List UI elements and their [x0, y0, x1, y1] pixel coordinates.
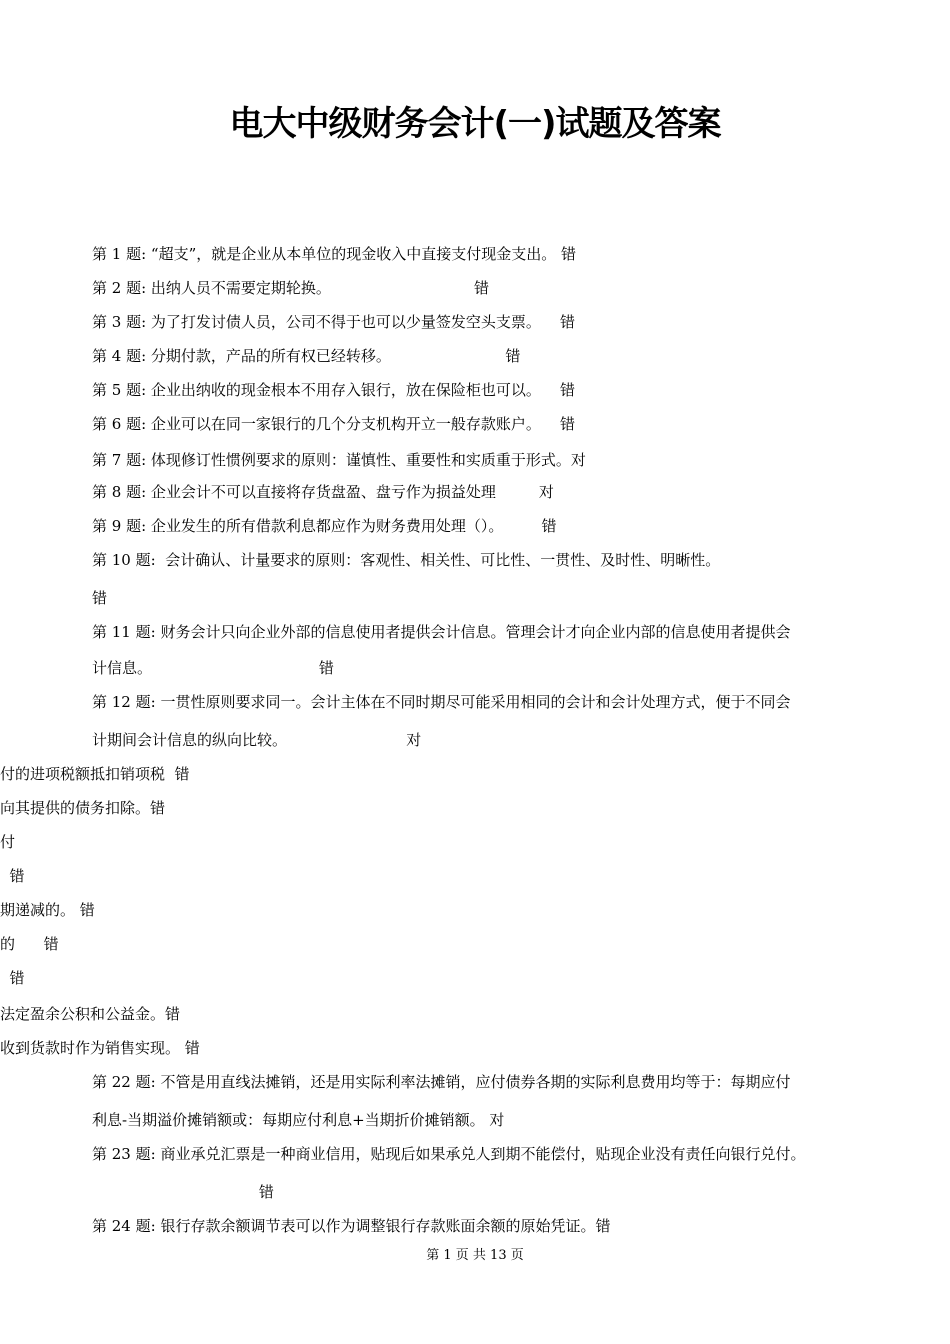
truncated-line: 付的进项税额抵扣销项税 错 — [0, 765, 190, 783]
answer-line: 错 — [92, 589, 108, 607]
question-line: 第 24 题: 银行存款余额调节表可以作为调整银行存款账面余额的原始凭证。错 — [92, 1217, 611, 1235]
truncated-line: 向其提供的债务扣除。错 — [0, 799, 166, 817]
question-line: 第 12 题: 一贯性原则要求同一。会计主体在不同时期尽可能采用相同的会计和会计处理方式，便于不同会 — [92, 693, 791, 711]
truncated-line: 付 — [0, 833, 16, 851]
page-footer: 第 1 页 共 13 页 — [426, 1248, 524, 1263]
question-line: 第 8 题: 企业会计不可以直接将存货盘盈、盘亏作为损益处理 对 — [92, 483, 554, 501]
question-line: 第 1 题: “超支”，就是企业从本单位的现金收入中直接支付现金支出。 错 — [92, 245, 577, 263]
question-line: 第 4 题: 分期付款，产品的所有权已经转移。 错 — [92, 347, 521, 365]
question-line: 第 10 题: 会计确认、计量要求的原则：客观性、相关性、可比性、一贯性、及时性、明晰性。 — [92, 551, 721, 569]
document-title: 电大中级财务会计(一)试题及答案 — [229, 104, 721, 144]
truncated-line: 收到货款时作为销售实现。 错 — [0, 1039, 200, 1057]
question-line: 第 6 题: 企业可以在同一家银行的几个分支机构开立一般存款账户。 错 — [92, 415, 575, 433]
truncated-line: 的 错 — [0, 935, 59, 953]
question-line: 第 9 题: 企业发生的所有借款利息都应作为财务费用处理（）。 错 — [92, 517, 557, 535]
question-line: 第 11 题: 财务会计只向企业外部的信息使用者提供会计信息。管理会计才向企业内部的信息使用者提供会 — [92, 623, 791, 641]
answer-line: 错 — [92, 1183, 274, 1201]
truncated-line: 期递减的。 错 — [0, 901, 95, 919]
question-line: 利息-当期溢价摊销额或：每期应付利息+当期折价摊销额。 对 — [92, 1111, 505, 1129]
truncated-line: 错 — [0, 969, 25, 987]
truncated-line: 法定盈余公积和公益金。错 — [0, 1005, 181, 1023]
question-line: 第 22 题: 不管是用直线法摊销，还是用实际利率法摊销，应付债券各期的实际利息费用均等于：每期应付 — [92, 1073, 791, 1091]
truncated-line: 错 — [0, 867, 25, 885]
question-line: 第 7 题: 体现修订性惯例要求的原则：谨慎性、重要性和实质重于形式。对 — [92, 451, 586, 469]
question-line: 第 23 题: 商业承兑汇票是一种商业信用，贴现后如果承兑人到期不能偿付，贴现企业没有责任向银行兑付。 — [92, 1145, 806, 1163]
question-line: 第 5 题: 企业出纳收的现金根本不用存入银行，放在保险柜也可以。 错 — [92, 381, 575, 399]
question-line: 第 3 题: 为了打发讨债人员，公司不得于也可以少量签发空头支票。 错 — [92, 313, 575, 331]
question-line: 计信息。 错 — [92, 659, 334, 677]
question-line: 计期间会计信息的纵向比较。 对 — [92, 731, 422, 749]
question-line: 第 2 题: 出纳人员不需要定期轮换。 错 — [92, 279, 489, 297]
